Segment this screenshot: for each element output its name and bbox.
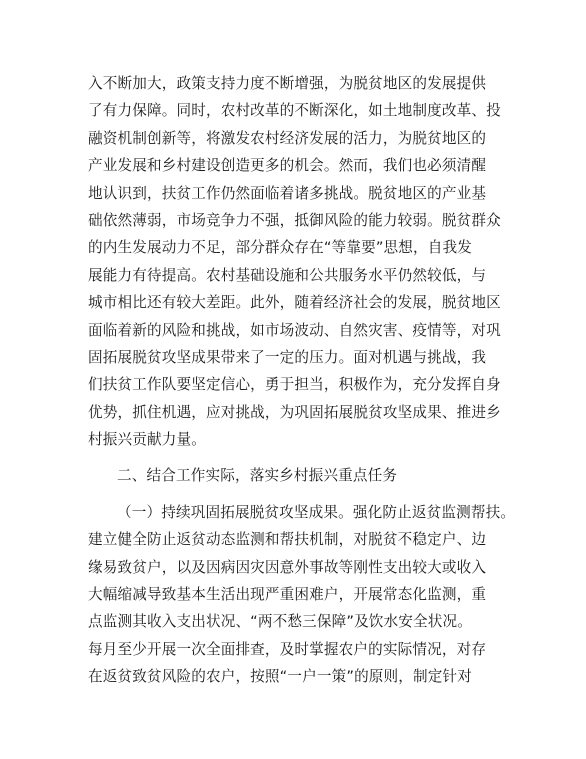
paragraph-line: 在返贫致贫风险的农户，按照“一户一策”的原则，制定针对	[88, 668, 473, 686]
paragraph-line: 每月至少开展一次全面排查，及时掌握农户的实际情况，对存	[88, 640, 487, 658]
paragraph-line: 展能力有待提高。农村基础设施和公共服务水平仍然较低，与	[88, 266, 487, 284]
paragraph-line: 们扶贫工作队要坚定信心，勇于担当，积极作为，充分发挥自身	[88, 376, 501, 394]
paragraph-line: 面临着新的风险和挑战，如市场波动、自然灾害、疫情等，对巩	[88, 321, 501, 339]
section-heading: 二、结合工作实际，落实乡村振兴重点任务	[117, 467, 398, 485]
subsection-first-line: （一）持续巩固拓展脱贫攻坚成果。强化防止返贫监测帮扶。	[117, 503, 516, 521]
paragraph-line: 础依然薄弱，市场竞争力不强，抵御风险的能力较弱。脱贫群众	[88, 211, 501, 229]
paragraph-line: 优势，抓住机遇，应对挑战，为巩固拓展脱贫攻坚成果、推进乡	[88, 403, 501, 421]
paragraph-line: 建立健全防止返贫动态监测和帮扶机制，对脱贫不稳定户、边	[88, 531, 487, 549]
paragraph-line: 点监测其收入支出状况、“两不愁三保障”及饮水安全状况。	[88, 613, 473, 631]
paragraph-line: 了有力保障。同时，农村改革的不断深化，如土地制度改革、投	[88, 102, 501, 120]
paragraph-line: 固拓展脱贫攻坚成果带来了一定的压力。面对机遇与挑战，我	[88, 348, 487, 366]
paragraph-line: 城市相比还有较大差距。此外，随着经济社会的发展，脱贫地区	[88, 294, 501, 312]
document-body	[88, 70, 516, 691]
paragraph-line: 产业发展和乡村建设创造更多的机会。然而，我们也必须清醒	[88, 157, 487, 175]
paragraph-line: 的内生发展动力不足，部分群众存在“等靠要”思想，自我发	[88, 239, 473, 257]
paragraph-line: 缘易致贫户，以及因病因灾因意外事故等刚性支出较大或收入	[88, 558, 487, 576]
paragraph-line: 融资机制创新等，将激发农村经济发展的活力，为脱贫地区的	[88, 129, 487, 147]
paragraph-line: 村振兴贡献力量。	[88, 431, 206, 449]
paragraph-line: 入不断加大，政策支持力度不断增强，为脱贫地区的发展提供	[88, 75, 487, 92]
paragraph-line: 大幅缩减导致基本生活出现严重困难户，开展常态化监测，重	[88, 586, 487, 604]
paragraph-line: 地认识到，扶贫工作仍然面临着诸多挑战。脱贫地区的产业基	[88, 184, 487, 202]
